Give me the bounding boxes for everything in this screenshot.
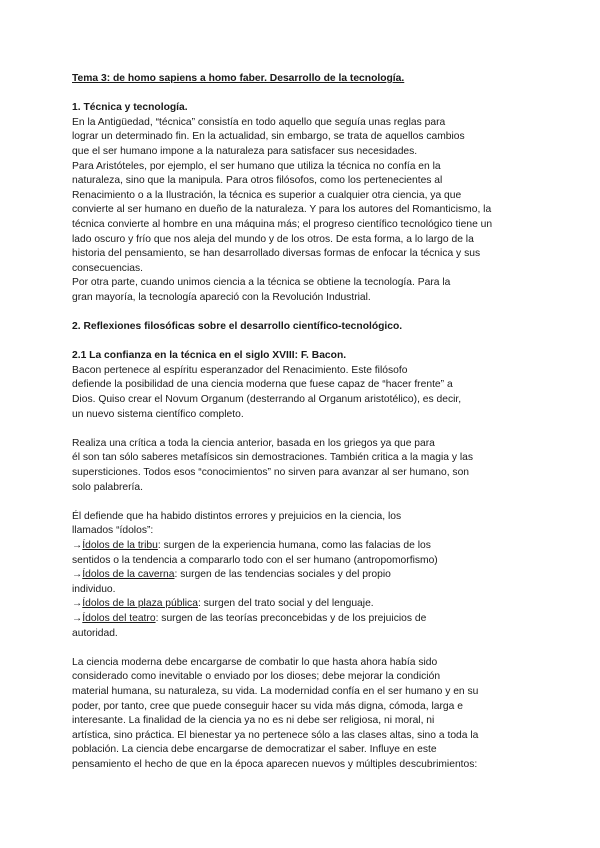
paragraph-line: él son tan sólo saberes metafísicos sin demostraciones. También critica a la magia y las <box>72 452 474 464</box>
paragraph-line: Para Aristóteles, por ejemplo, el ser humano que utiliza la técnica no confía en la <box>72 160 441 172</box>
idol-continuation: sentidos o la tendencia a compararlo todo con el ser humano (antropomorfismo) <box>72 554 438 566</box>
paragraph-3 <box>72 510 522 539</box>
paragraph-line: Bacon pertenece al espíritu esperanzador del Renacimiento. Este filósofo <box>72 364 408 376</box>
paragraph-line: supersticiones. Todos esos “conocimientos” no sirven para avanzar al ser humano, son <box>72 467 470 479</box>
idol-name: Ídolos de la caverna <box>82 569 175 581</box>
idol-name: Ídolos de la plaza pública <box>82 598 198 610</box>
arrow-icon: → <box>72 598 83 610</box>
idol-description: : surgen de las teorías preconcebidas y de los prejuicios de <box>155 612 427 624</box>
paragraph-line: considerado como inevitable o enviado por los dioses; debe mejorar la condición <box>72 671 441 683</box>
paragraph-line: solo palabrería. <box>72 481 143 493</box>
paragraph-line: La ciencia moderna debe encargarse de combatir lo que hasta ahora había sido <box>72 656 438 668</box>
idol-item-theatre <box>72 612 522 627</box>
paragraph-line: lado oscuro y frío que nos aleja del mundo y de los otros. De esta forma, a lo largo de la <box>72 233 474 245</box>
paragraph-line: naturaleza, sino que la manipula. Para otros filósofos, como los pertenecientes al <box>72 175 443 187</box>
paragraph-line: población. La ciencia debe encargarse de democratizar el saber. Influye en este <box>72 744 437 756</box>
paragraph-line: Dios. Quiso crear el Novum Organum (desterrando al Organum aristotélico), es decir, <box>72 394 462 406</box>
paragraph-line: artística, sino práctica. El bienestar ya no pertenece sólo a las clases altas, sino a toda la <box>72 729 479 741</box>
section-2-heading: 2. Reflexiones filosóficas sobre el desarrollo científico-tecnológico. <box>72 321 403 333</box>
idols-list <box>72 539 522 641</box>
idol-description: : surgen de las tendencias sociales y del propio <box>174 569 391 581</box>
paragraph-line: pensamiento el hecho de que en la época aparecen nuevos y múltiples descubrimientos: <box>72 758 478 770</box>
paragraph-1 <box>72 364 522 422</box>
paragraph-4 <box>72 656 522 773</box>
paragraph-line: material humana, su naturaleza, su vida. La modernidad confía en el ser humano y en su <box>72 685 479 697</box>
idol-continuation: autoridad. <box>72 627 118 639</box>
idol-continuation: individuo. <box>72 583 116 595</box>
paragraph-line: poder, por tanto, cree que puede conseguir hacer su vida más digna, cómoda, larga e <box>72 700 463 712</box>
paragraph-line: llamados “ídolos”: <box>72 525 154 537</box>
idol-description: : surgen del trato social y del lenguaje. <box>197 598 374 610</box>
idol-name: Ídolos de la tribu <box>82 540 158 551</box>
paragraph-line: que el ser humano impone a la naturaleza para satisfacer sus necesidades. <box>72 145 418 157</box>
paragraph-line: Realiza una crítica a toda la ciencia anterior, basada en los griegos ya que para <box>72 437 435 449</box>
idol-item-marketplace <box>72 597 522 612</box>
paragraph-line: un nuevo sistema científico completo. <box>72 408 244 420</box>
idol-description: : surgen de la experiencia humana, como las falacias de los <box>157 540 431 551</box>
section-2-1-heading: 2.1 La confianza en la técnica en el siglo XVIII: F. Bacon. <box>72 350 347 362</box>
paragraph-line: Por otra parte, cuando unimos ciencia a la técnica se obtiene la tecnología. Para la <box>72 277 451 289</box>
paragraph-line: convierte al ser humano en dueño de la naturaleza. Y para los autores del Romanticismo, la <box>72 204 492 216</box>
paragraph-line: defiende la posibilidad de una ciencia moderna que fuese capaz de “hacer frente” a <box>72 379 453 391</box>
section-1-body <box>72 116 522 306</box>
arrow-icon: → <box>72 540 83 551</box>
paragraph-line: historia del pensamiento, se han desarrollado diversas formas de enfocar la técnica y sus <box>72 248 481 260</box>
paragraph-line: Él defiende que ha habido distintos errores y prejuicios en la ciencia, los <box>72 510 402 522</box>
section-1-heading: 1. Técnica y tecnología. <box>72 102 188 114</box>
idol-item-tribe <box>72 539 522 554</box>
paragraph-2 <box>72 437 522 495</box>
paragraph-line: Renacimiento o a la Ilustración, la técnica es superior a cualquier otra ciencia, ya que <box>72 189 462 201</box>
paragraph-line: técnica convierte al hombre en una máquina más; el progreso científico tecnológico tiene un <box>72 218 493 230</box>
arrow-icon: → <box>72 569 83 581</box>
paragraph-line: lograr un determinado fin. En la actualidad, sin embargo, se trata de aquellos cambios <box>72 131 465 143</box>
document-title: Tema 3: de homo sapiens a homo faber. Desarrollo de la tecnología. <box>72 73 405 84</box>
paragraph-line: consecuencias. <box>72 262 143 274</box>
idol-name: Ídolos del teatro <box>82 612 156 624</box>
paragraph-line: En la Antigüedad, “técnica” consistía en todo aquello que seguía unas reglas para <box>72 116 446 128</box>
arrow-icon: → <box>72 612 83 624</box>
idol-item-cave <box>72 568 522 583</box>
paragraph-line: interesante. La finalidad de la ciencia ya no es ni debe ser religiosa, ni moral, ni <box>72 715 435 727</box>
paragraph-line: gran mayoría, la tecnología apareció con la Revolución Industrial. <box>72 291 371 303</box>
